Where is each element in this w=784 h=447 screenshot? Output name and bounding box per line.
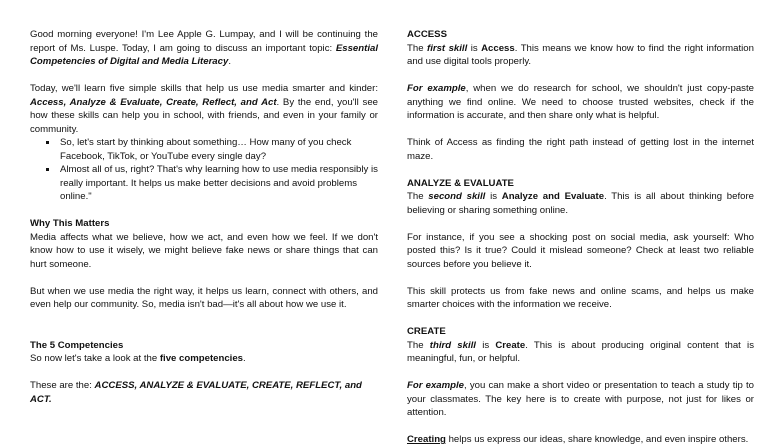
competencies-heading: The 5 Competencies bbox=[30, 339, 124, 351]
competencies-intro-text: So now let's take a look at the bbox=[30, 353, 160, 364]
create-paragraph-1 bbox=[407, 339, 754, 366]
first-skill-text: first skill bbox=[427, 42, 468, 54]
list-item: ▪ Almost all of us, right? That's why learning how to use media responsibly is really important. It helps us make better decisions and avoid problems online." bbox=[58, 163, 378, 204]
create-heading: CREATE bbox=[407, 326, 446, 337]
overview-text: Today, we'll learn five simple skills that help us use media smarter and kinder: bbox=[30, 83, 378, 94]
left-column bbox=[30, 28, 378, 406]
access-paragraph-1 bbox=[407, 42, 754, 69]
analyze-text: The bbox=[407, 191, 429, 202]
why-paragraph-1: Media affects what we believe, how we act, and even how we feel. If we don't know how to use it wisely, we might believe fake news or share things that can hurt someone. bbox=[30, 231, 378, 270]
analyze-text: is bbox=[485, 191, 502, 202]
skills-list-text: Access, Analyze & Evaluate, Create, Reflect, and Act bbox=[30, 96, 277, 108]
create-paragraph-3 bbox=[407, 433, 754, 447]
bullet-list bbox=[30, 136, 378, 204]
why-heading: Why This Matters bbox=[30, 218, 110, 229]
right-column bbox=[407, 28, 754, 447]
competencies-list-lead: These are the: bbox=[30, 380, 95, 391]
analyze-paragraph-2: For instance, if you see a shocking post on social media, ask yourself: Who posted this? Is it true? Could it mislead someone? Check at least two reliable sources before you believe it. bbox=[407, 231, 754, 270]
create-text: . This is about producing original content that is meaningful, fun, or helpful. bbox=[407, 339, 754, 364]
create-closing-text: helps us express our ideas, share knowledge, and even inspire others. bbox=[445, 434, 749, 445]
create-skill-name: Create bbox=[495, 339, 526, 351]
second-skill-text: second skill bbox=[428, 191, 486, 202]
access-example-text: , when we do research for school, we shouldn't just copy-paste anything we find online. We need to choose trusted websites, check if the information is accurate, and then share only what is helpful. bbox=[407, 83, 754, 121]
five-competencies-text: five competencies bbox=[159, 353, 244, 364]
create-text: The bbox=[407, 339, 430, 351]
create-example-text: , you can make a short video or presentation to teach a study tip to your classmates. The key here is to create with purpose, not just for likes or attention. bbox=[407, 380, 754, 418]
access-paragraph-3: Think of Access as finding the right path instead of getting lost in the internet maze. bbox=[407, 137, 754, 162]
intro-text: Good morning everyone! I'm Lee Apple G. Lumpay, and I will be continuing the report of Ms. Luspe. Today, I am going to discuss an important topic: bbox=[30, 29, 378, 54]
intro-paragraph bbox=[30, 28, 378, 69]
access-text: The bbox=[407, 42, 427, 54]
analyze-paragraph-3: This skill protects us from fake news and online scams, and helps us make smarter choices with the information we receive. bbox=[407, 285, 754, 310]
intro-end: . bbox=[228, 56, 231, 67]
third-skill-text: third skill bbox=[429, 339, 476, 351]
competencies-list-paragraph bbox=[30, 379, 378, 406]
competencies-list: ACCESS, ANALYZE & EVALUATE, CREATE, REFLECT, and ACT. bbox=[30, 380, 362, 405]
analyze-skill-name: Analyze and Evaluate bbox=[501, 191, 605, 202]
example-label: For example bbox=[407, 83, 466, 94]
analyze-heading: ANALYZE & EVALUATE bbox=[407, 177, 514, 189]
competencies-intro bbox=[30, 352, 378, 366]
why-paragraph-2: But when we use media the right way, it helps us learn, connect with others, and even help our community. So, media isn't bad—it's all about how we use it. bbox=[30, 285, 378, 310]
creating-term: Creating bbox=[407, 434, 446, 445]
access-paragraph-2 bbox=[407, 82, 754, 123]
competencies-intro-end: . bbox=[243, 353, 246, 364]
analyze-text: . This is all about thinking before believing or sharing something online. bbox=[407, 191, 755, 216]
access-text: is bbox=[467, 42, 482, 54]
analyze-paragraph-1 bbox=[407, 190, 754, 217]
topic-title: Essential Competencies of Digital and Media Literacy bbox=[30, 42, 378, 67]
access-heading: ACCESS bbox=[407, 29, 447, 40]
list-item: ▪ So, let's start by thinking about something… How many of you check Facebook, TikTok, or YouTube every single day? bbox=[58, 136, 378, 163]
create-text: is bbox=[475, 339, 496, 351]
access-skill-name: Access bbox=[481, 42, 515, 54]
overview-end: . By the end, you'll see how these skills can help you in school, with friends, and even in your family or community. bbox=[30, 96, 378, 135]
access-text: . This means we know how to find the right information and use digital tools properly. bbox=[407, 42, 754, 67]
overview-paragraph bbox=[30, 82, 378, 136]
create-paragraph-2 bbox=[407, 379, 754, 420]
example-label: For example bbox=[407, 380, 465, 391]
